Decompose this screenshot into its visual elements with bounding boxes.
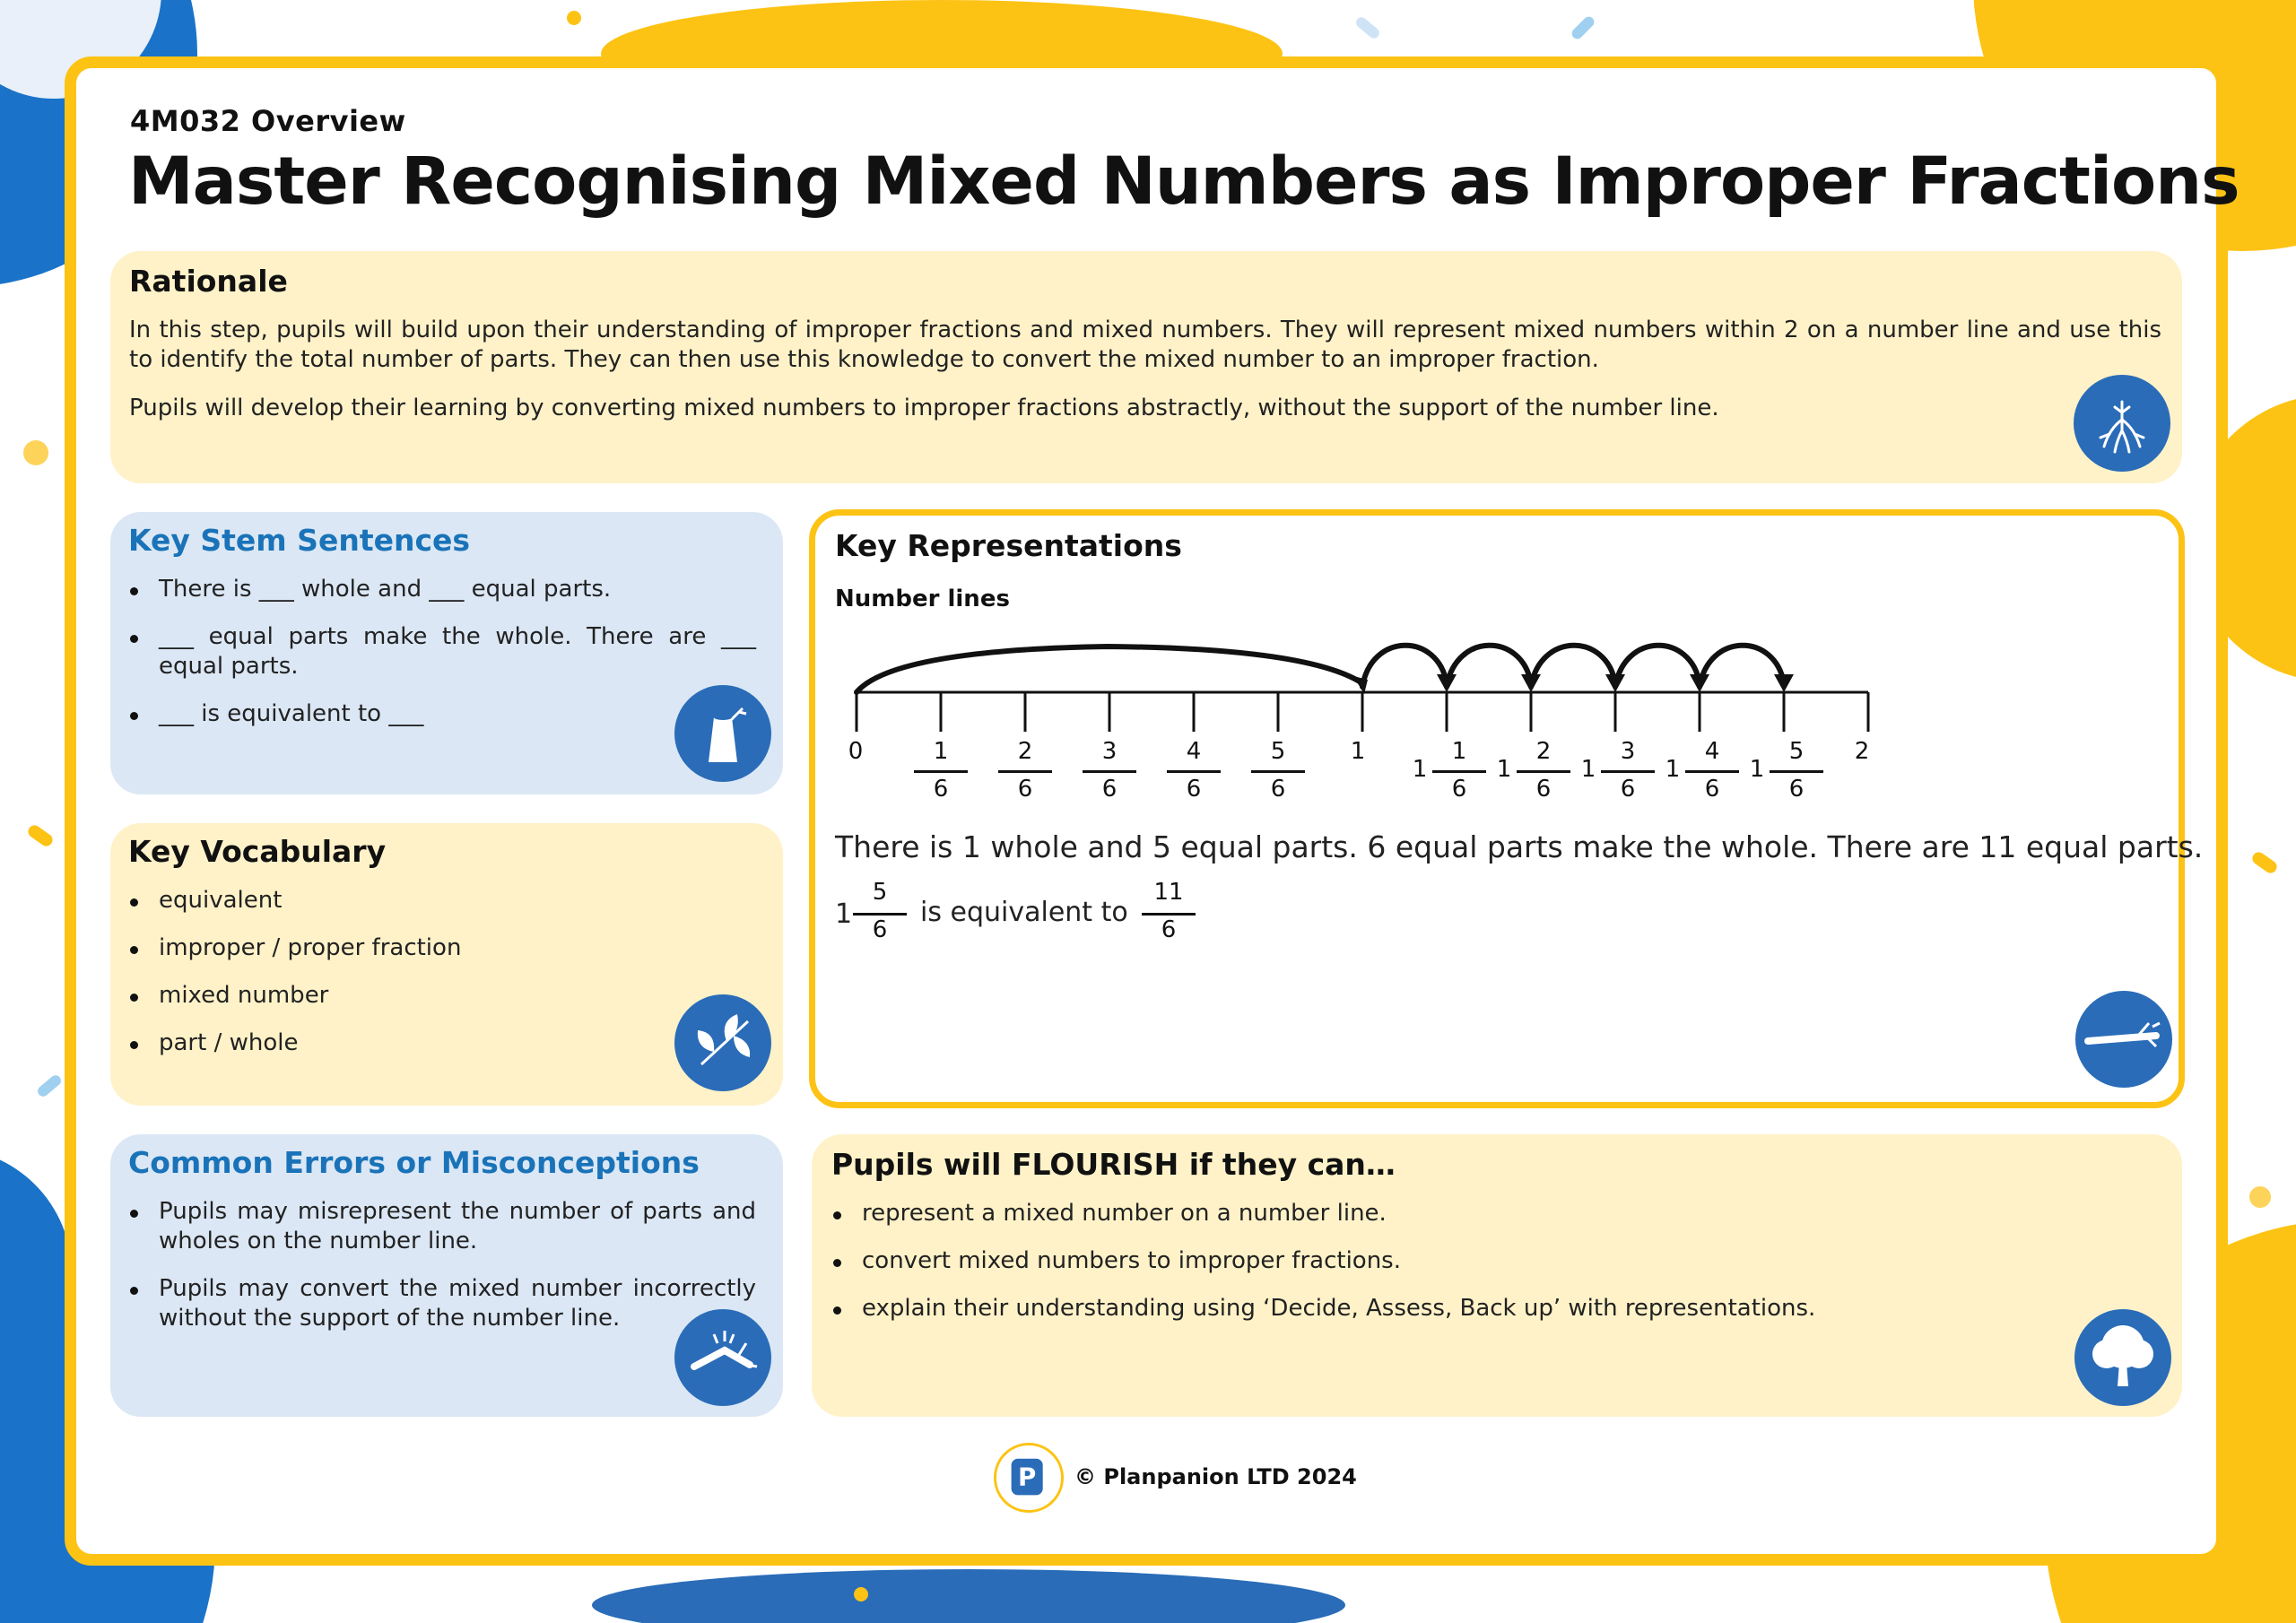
- list-item: equivalent: [128, 886, 756, 916]
- fraction-numerator: 2: [1017, 738, 1033, 765]
- stem-sentences-panel: [110, 512, 783, 794]
- overview-code: 4M032 Overview: [130, 104, 406, 138]
- tree-trunk-icon: [674, 685, 771, 782]
- mixed-numerator: 5: [872, 879, 888, 906]
- fraction-bar: [914, 770, 968, 773]
- fraction-numerator: 5: [1270, 738, 1286, 765]
- list-item: There is ___ whole and ___ equal parts.: [128, 575, 756, 604]
- copyright: © Planpanion LTD 2024: [1074, 1464, 1357, 1489]
- arrow-head: [1690, 674, 1709, 692]
- fraction-denominator: 6: [1451, 776, 1467, 803]
- fraction-numerator: 2: [1535, 738, 1552, 765]
- fraction-denominator: 6: [1620, 776, 1636, 803]
- broken-branch-icon: [674, 1309, 771, 1406]
- mixed-denominator: 6: [872, 916, 888, 943]
- fraction-numerator: 4: [1704, 738, 1720, 765]
- flourish-panel: [812, 1134, 2182, 1417]
- fraction-numerator: 3: [1101, 738, 1118, 765]
- list-item: ___ equal parts make the whole. There are ___ equal parts.: [128, 622, 756, 681]
- errors-list: [128, 1197, 756, 1351]
- leaves-icon: [674, 994, 771, 1091]
- list-item: part / whole: [128, 1028, 756, 1058]
- list-item: ___ is equivalent to ___: [128, 699, 756, 729]
- logo-letter: P: [1018, 1462, 1037, 1492]
- list-item: Pupils may misrepresent the number of parts and wholes on the number line.: [128, 1197, 756, 1256]
- flourish-list: [831, 1199, 2087, 1341]
- vocabulary-panel: [110, 823, 783, 1106]
- fraction-bar: [998, 770, 1052, 773]
- errors-heading: Common Errors or Misconceptions: [128, 1145, 700, 1180]
- fraction-denominator: 6: [1788, 776, 1805, 803]
- fraction-denominator: 6: [1186, 776, 1202, 803]
- representation-sentence: There is 1 whole and 5 equal parts. 6 equal parts make the whole. There are 11 equal parts.: [835, 829, 2204, 864]
- fraction-denominator: 6: [933, 776, 949, 803]
- jump-arrow: [1531, 646, 1615, 687]
- arrow-head: [1605, 674, 1625, 692]
- mixed-whole-label: 1: [1665, 756, 1681, 783]
- fraction-bar: [1142, 913, 1196, 916]
- fraction-bar: [1770, 770, 1823, 773]
- rationale-panel: [110, 251, 2182, 483]
- improper-denominator: 6: [1161, 916, 1177, 943]
- fraction-denominator: 6: [1270, 776, 1286, 803]
- fraction-denominator: 6: [1101, 776, 1118, 803]
- arrow-head: [1774, 674, 1794, 692]
- mixed-whole-label: 1: [1496, 756, 1512, 783]
- fraction-numerator: 5: [1788, 738, 1805, 765]
- fraction-bar: [853, 913, 907, 916]
- fraction-bar: [1167, 770, 1221, 773]
- jump-arrow: [1700, 646, 1784, 687]
- list-item: Pupils may convert the mixed number incorrectly without the support of the number line.: [128, 1274, 756, 1333]
- tick-label-0: 0: [848, 738, 864, 765]
- jump-arrow: [1615, 646, 1700, 687]
- fraction-numerator: 1: [1451, 738, 1467, 765]
- mixed-whole-label: 1: [1412, 756, 1428, 783]
- branch-icon: [2075, 991, 2172, 1088]
- equivalence-statement: [835, 879, 1283, 950]
- roots-icon: [2074, 375, 2170, 472]
- arrow-head: [1521, 674, 1541, 692]
- list-item: explain their understanding using ‘Decide, Assess, Back up’ with representations.: [831, 1294, 2087, 1324]
- jump-arrow: [1362, 646, 1447, 687]
- tick-label-1: 1: [1350, 738, 1366, 765]
- stem-sentences-list: [128, 575, 756, 747]
- fraction-bar: [1432, 770, 1486, 773]
- fraction-bar: [1601, 770, 1655, 773]
- errors-panel: [110, 1134, 783, 1417]
- mixed-whole-label: 1: [1580, 756, 1596, 783]
- jump-arrow: [1447, 646, 1531, 687]
- list-item: convert mixed numbers to improper fractions.: [831, 1246, 2087, 1276]
- fraction-bar: [1251, 770, 1305, 773]
- number-lines-subheading: Number lines: [835, 586, 1010, 612]
- full-tree-icon: [2074, 1309, 2171, 1406]
- planpanion-logo: [994, 1443, 1064, 1513]
- fraction-bar: [1685, 770, 1739, 773]
- mixed-whole: 1: [835, 898, 853, 930]
- fraction-denominator: 6: [1704, 776, 1720, 803]
- list-item: represent a mixed number on a number line.: [831, 1199, 2087, 1228]
- fraction-numerator: 4: [1186, 738, 1202, 765]
- representations-panel: [809, 509, 2204, 1108]
- fraction-denominator: 6: [1535, 776, 1552, 803]
- rationale-heading: Rationale: [129, 264, 288, 299]
- equivalence-text: is equivalent to: [920, 897, 1128, 928]
- list-item: improper / proper fraction: [128, 933, 756, 963]
- jump-arrow: [857, 647, 1362, 692]
- rationale-paragraph-2: Pupils will develop their learning by converting mixed numbers to improper fractions abstractly, without the support of the number line.: [129, 395, 1719, 421]
- fraction-bar: [1517, 770, 1570, 773]
- rationale-paragraph-1: In this step, pupils will build upon their understanding of improper fractions and mixed numbers. They will represent mixed numbers within 2 on a number line and use this to identify the total number of parts. They can then use this knowledge to convert the mixed number to an improper fraction.: [129, 317, 2161, 373]
- representations-heading: Key Representations: [835, 528, 1182, 563]
- mixed-whole-label: 1: [1749, 756, 1765, 783]
- page-title: Master Recognising Mixed Numbers as Improper Fractions: [128, 143, 2239, 220]
- tick-label-2: 2: [1854, 738, 1870, 765]
- vocabulary-heading: Key Vocabulary: [128, 834, 387, 869]
- stem-sentences-heading: Key Stem Sentences: [128, 523, 471, 558]
- fraction-denominator: 6: [1017, 776, 1033, 803]
- fraction-bar: [1083, 770, 1136, 773]
- vocabulary-list: [128, 886, 756, 1076]
- fraction-numerator: 3: [1620, 738, 1636, 765]
- flourish-heading: Pupils will FLOURISH if they can…: [831, 1147, 1396, 1182]
- arrow-head: [1437, 674, 1457, 692]
- fraction-numerator: 1: [933, 738, 949, 765]
- list-item: mixed number: [128, 981, 756, 1011]
- improper-numerator: 11: [1153, 879, 1184, 906]
